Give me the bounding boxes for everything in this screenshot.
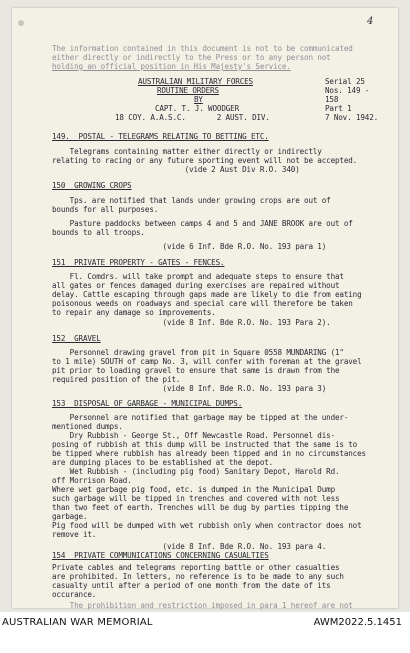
section-153-line: Dry Rubbish - George St., Off Newcastle Road. Personnel dis- [52,431,335,440]
section-152-line: Personnel drawing gravel from pit in Square 0558 MUNDARING (1" [52,348,344,357]
section-149-title: 149. POSTAL - TELEGRAMS RELATING TO BETTING ETC. [52,132,269,141]
footer-credit: AUSTRALIAN WAR MEMORIAL [2,617,153,628]
section-153-line: off Morrison Road. [52,476,132,485]
section-150-line: bounds to all troops. [52,228,145,237]
section-153-line: (vide 8 Inf. Bde R.O. No. 193 para 4. [52,542,327,551]
header-serial: Serial 25 [325,77,365,86]
section-151-line: to repair any damage so improvements. [52,308,216,317]
section-153-line: be tipped where rubbish has already been tipped and in no circumstances [52,449,366,458]
section-153-line: Pig food will be dumped with wet rubbish only when contractor does not [52,521,362,530]
section-153-line: mentioned dumps. [52,422,123,431]
section-153-line: Wet Rubbish - (including pig food) Sanitary Depot, Harold Rd. [52,467,340,476]
section-153-line: such garbage will be tipped in trenches and covered with not less [52,494,340,503]
section-154-line: casualty until after a period of one month from the date of its [52,581,331,590]
section-149-line: relating to racing or any future sporting event will not be accepted. [52,156,358,165]
section-150-line: bounds for all purposes. [52,205,159,214]
corner-mark: 4 [367,16,374,27]
section-151-line: poisonous weeds on roadways and special care will therefore be taken [52,299,353,308]
section-149-line: (vide 2 Aust Div R.O. 340) [52,165,300,174]
section-153-line: garbage. [52,512,88,521]
header-org: AUSTRALIAN MILITARY FORCES [138,77,253,86]
section-154-line: Private cables and telegrams reporting battle or other casualties [52,563,340,572]
header-nos2: 158 [325,95,339,104]
footer-accession-number: AWM2022.5.1451 [313,617,402,628]
section-150-line: Tps. are notified that lands under growing crops are out of [52,196,331,205]
section-152-line: pit prior to loading gravel to ensure that same is drawn from the [52,366,340,375]
header-by: BY [194,95,203,104]
section-153-title: 153 DISPOSAL OF GARBAGE - MUNICIPAL DUMPS. [52,399,243,408]
section-150-line: Pasture paddocks between camps 4 and 5 and JANE BROOK are out of [52,219,353,228]
section-151-line: all gates or fences damaged during exercises are repaired without [52,281,340,290]
header-unit: 18 COY. A.A.S.C. 2 AUST. DIV. [115,113,270,122]
section-150-title: 150 GROWING CROPS [52,181,132,190]
notice-line: holding an official position in His Majesty's Service. [52,62,291,71]
header-title: ROUTINE ORDERS [157,86,219,95]
header-date: 7 Nov. 1942. [325,113,379,122]
section-152-line: to 1 mile) SOUTH of camp No. 3, will confer with foreman at the gravel [52,357,362,366]
section-154-tail: The prohibition and restriction imposed in para 1 hereof are not [52,601,353,610]
section-153-line: posing of rubbish at this dump will be instructed that the same is to [52,440,358,449]
section-153-line: than two feet of earth. Trenches will be dug by parties tipping the [52,503,349,512]
section-153-line: are dumping places to be established at the depot. [52,458,274,467]
section-153-line: Personnel are notified that garbage may be tipped at the under- [52,413,349,422]
section-149-line: Telegrams containing matter either directly or indirectly [52,147,322,156]
notice-line: The information contained in this document is not to be communicated [52,44,353,53]
section-151-line: Fl. Comdrs. will take prompt and adequate steps to ensure that [52,272,344,281]
section-151-line: (vide 8 Inf. Bde R.O. No. 193 Para 2). [52,318,331,327]
section-151-line: delay. Cattle escaping through gaps made are likely to die from eating [52,290,362,299]
section-152-title: 152 GRAVEL [52,334,101,343]
header-officer: CAPT. T. J. WOODGER [155,104,240,113]
section-151-title: 151 PRIVATE PROPERTY - GATES - FENCES. [52,258,225,267]
punch-hole [18,20,24,26]
header-part: Part 1 [325,104,352,113]
section-152-line: required position of the pit. [52,375,181,384]
notice-line: either directly or indirectly to the Press or to any person not [52,53,331,62]
header-nos: Nos. 149 - [325,86,370,95]
section-150-line: (vide 6 Inf. Bde R.O. No. 193 para 1) [52,242,327,251]
section-154-line: occurance. [52,590,97,599]
section-152-line: (vide 8 Inf. Bde R.O. No. 193 para 3) [52,384,327,393]
section-153-line: Where wet garbage pig food, etc. is dumped in the Municipal Dump [52,485,335,494]
section-153-line: remove it. [52,530,97,539]
section-154-line: are prohibited. In letters, no reference is to be made to any such [52,572,344,581]
section-154-title: 154 PRIVATE COMMUNICATIONS CONCERNING CASUALTIES [52,551,269,560]
